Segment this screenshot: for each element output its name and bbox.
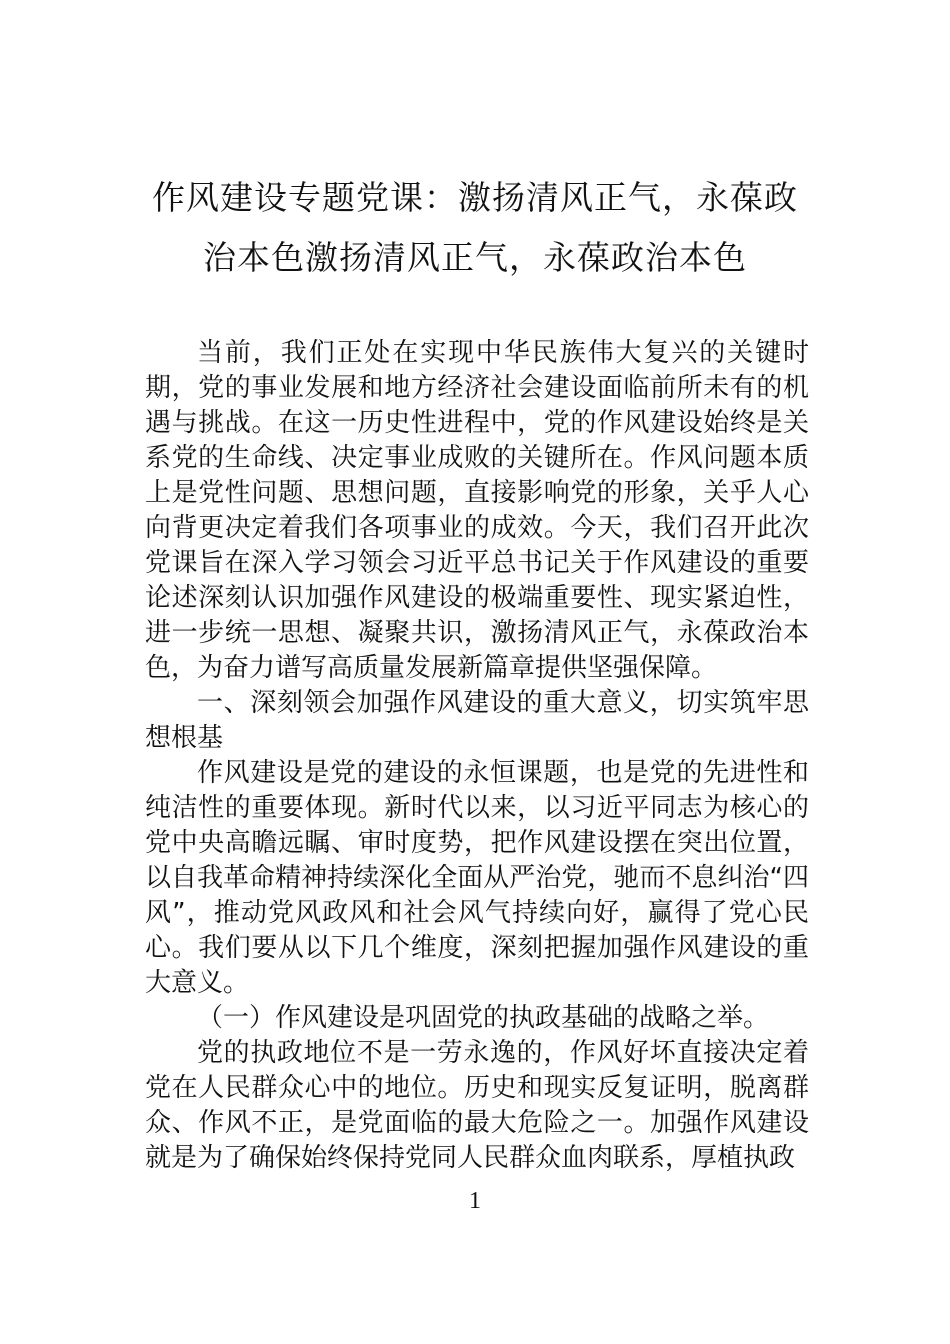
paragraph-subsection-1: 党的执政地位不是一劳永逸的，作风好坏直接决定着党在人民群众心中的地位。历史和现实反复证明，脱离群众、作风不正，是党面临的最大危险之一。加强作风建设就是为了确保始终保持党同人民群众血肉联系，厚植执政 (145, 1038, 809, 1173)
paragraph-intro: 当前，我们正处在实现中华民族伟大复兴的关键时期，党的事业发展和地方经济社会建设面临前所未有的机遇与挑战。在这一历史性进程中，党的作风建设始终是关系党的生命线、决定事业成败的关键所在。作风问题本质上是党性问题、思想问题，直接影响党的形象，关乎人心向背更决定着我们各项事业的成效。今天，我们召开此次党课旨在深入学习领会习近平总书记关于作风建设的重要论述深刻认识加强作风建设的极端重要性、现实紧迫性，进一步统一思想、凝聚共识，激扬清风正气，永葆政治本色，为奋力谱写高质量发展新篇章提供坚强保障。 (145, 338, 809, 683)
page-number: 1 (469, 1188, 481, 1214)
subsection-heading-1: （一）作风建设是巩固党的执政基础的战略之举。 (197, 1003, 770, 1033)
document-body (145, 336, 809, 1176)
section-heading-1: 一、深刻领会加强作风建设的重大意义，切实筑牢思想根基 (145, 688, 809, 753)
paragraph-section-1: 作风建设是党的建设的永恒课题，也是党的先进性和纯洁性的重要体现。新时代以来，以习近平同志为核心的党中央高瞻远瞩、审时度势，把作风建设摆在突出位置，以自我革命精神持续深化全面从严治党，驰而不息纠治“四风”，推动党风政风和社会风气持续向好，赢得了党心民心。我们要从以下几个维度，深刻把握加强作风建设的重大意义。 (145, 758, 809, 998)
document-title: 作风建设专题党课：激扬清风正气，永葆政治本色激扬清风正气，永葆政治本色 (152, 178, 798, 277)
